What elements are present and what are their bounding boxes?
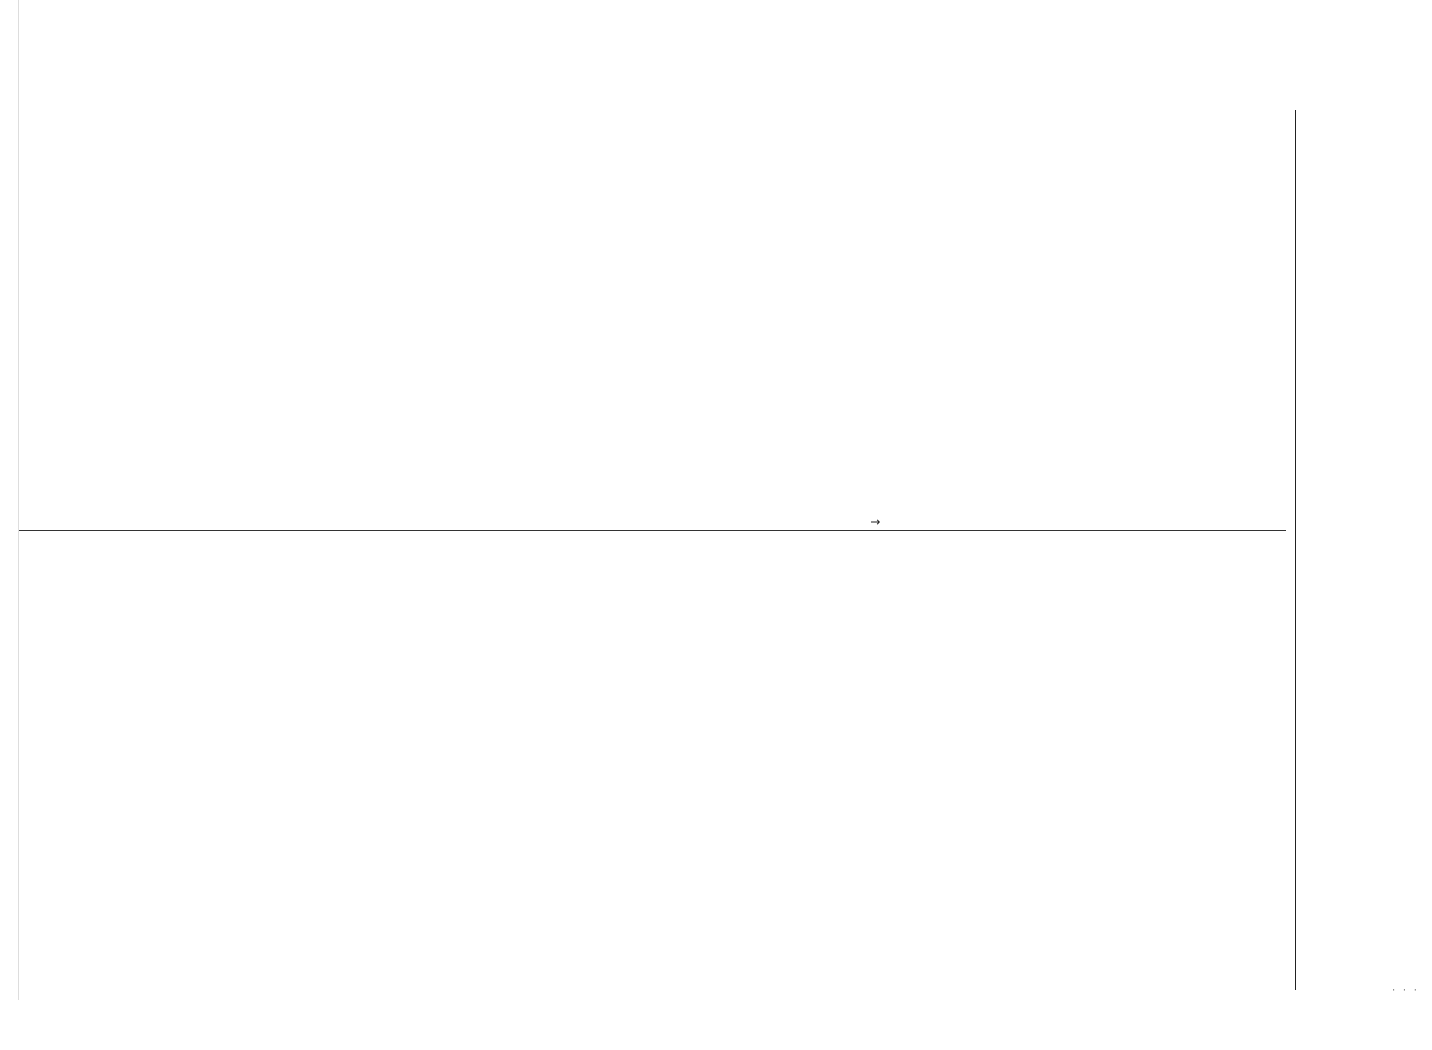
digitization-credit [2,10,16,990]
column-divider [16,530,1286,531]
page-header [1295,110,1320,990]
column-marker-icon: ↑ [868,517,882,528]
right-column [16,550,1286,960]
scan-corner-mark: · · · [1390,986,1418,996]
digitization-strip [0,0,19,1000]
document-page [0,50,1382,1050]
left-column [16,110,1286,520]
